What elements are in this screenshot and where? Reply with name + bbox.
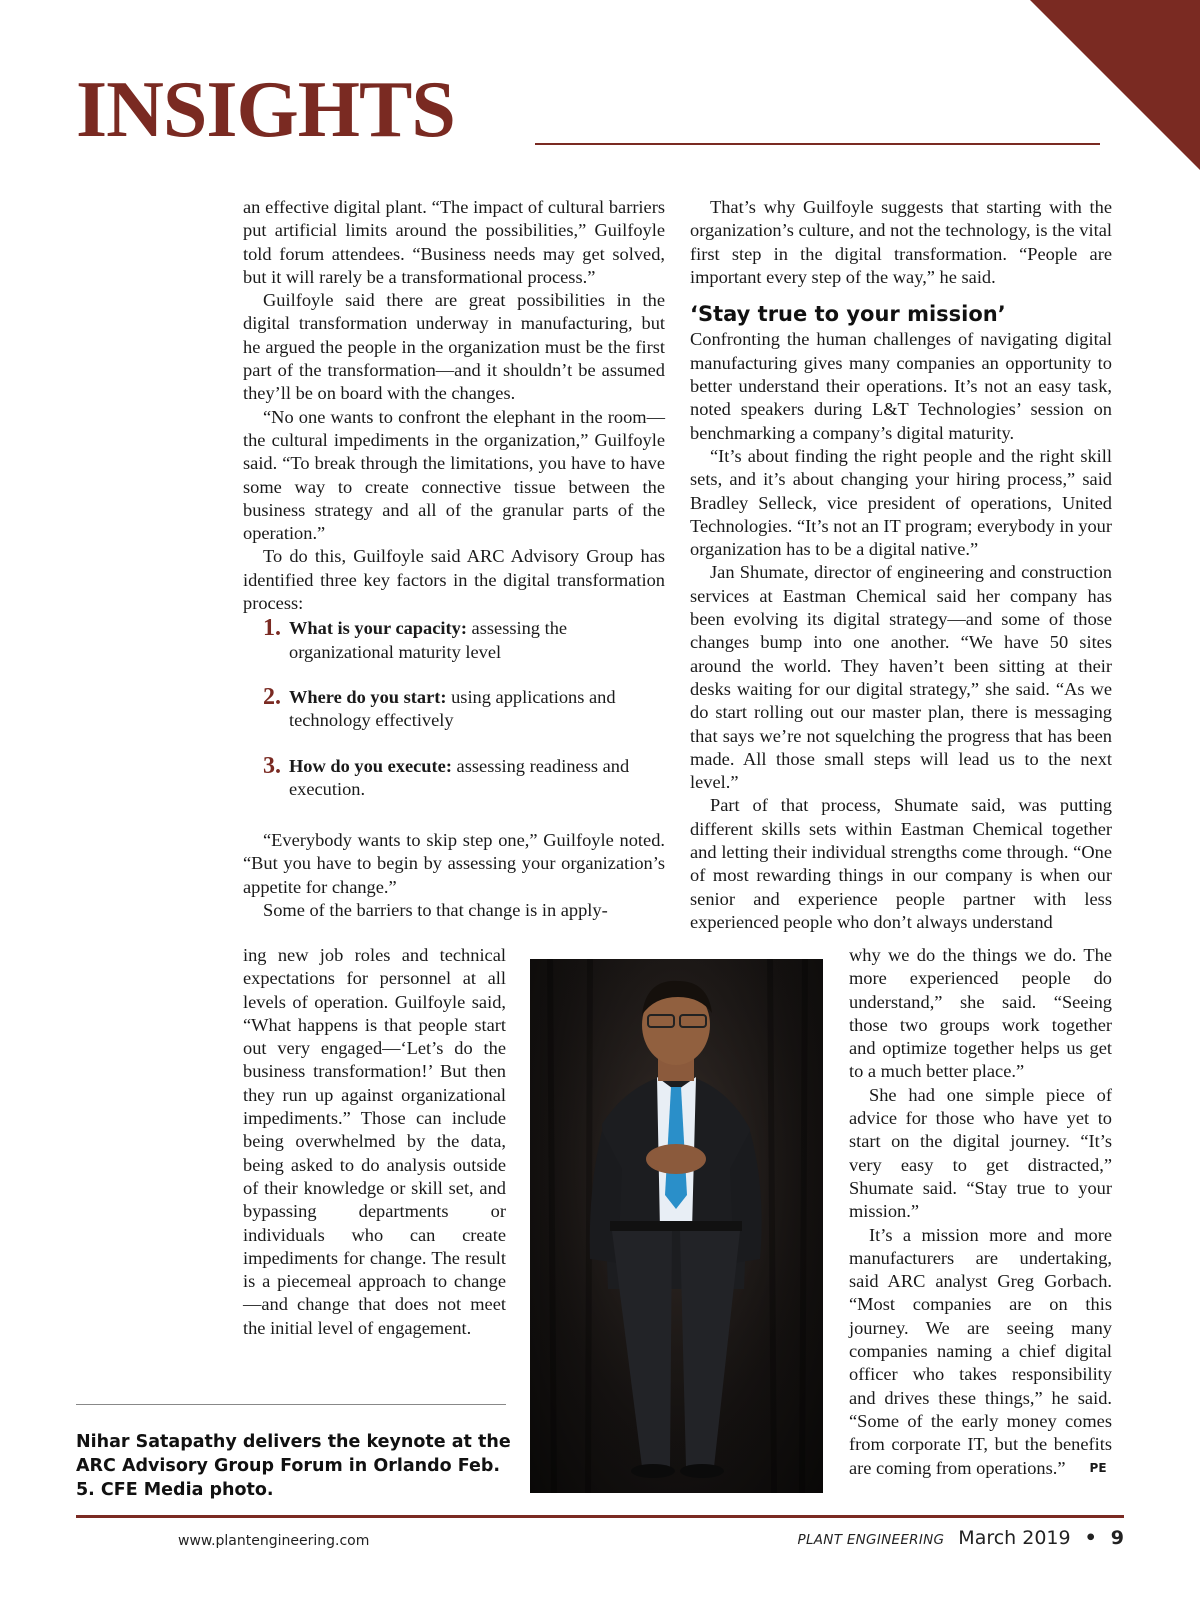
list-number: 2. [263,683,281,710]
paragraph: Some of the barriers to that change is in apply- [263,900,608,921]
bullet-separator: • [1084,1527,1097,1549]
list-item-text: assessing the organizational maturity level [289,618,568,662]
list-item-lead: Where do you start: [289,686,447,707]
section-title: INSIGHTS [76,66,455,154]
paragraph: “Everybody wants to skip step one,” Guilfoyle noted. “But you have to begin by assessing your organization’s appetite for change.” [243,830,665,897]
paragraph: “No one wants to confront the elephant in the room—the cultural impediments in the organization,” Guilfoyle said. “To break through the limitations, you have to have some way to create connective tissue between the business strategy and all of the granular parts of the operation.” [243,406,665,544]
paragraph: why we do the things we do. The more experienced people do understand,” she said. “Seeing those two groups work together and optimize together helps us get to a much better place.” [849,945,1112,1082]
paragraph: ing new job roles and technical expectations for personnel at all levels of operation. Guilfoyle said, “What happens is that people start out very engaged—‘Let’s do the business transformation!’ But then they run up against organizational impediments.” Those can include being overwhelmed by the data, being asked to do analysis outside of their knowledge or skill set, and bypassing departments or individuals who can create impediments for change. The result is a piecemeal approach to change—and change that does not meet the initial level of engagement. [243,945,506,1338]
list-item-lead: What is your capacity: [289,618,467,639]
list-number: 3. [263,752,281,779]
paragraph: She had one simple piece of advice for those who have yet to start on the digital journey. “It’s very easy to get distracted,” Shumate said. “Stay true to your mission.” [849,1084,1112,1222]
footer-publication-info [798,1527,1125,1549]
paragraph: “It’s about finding the right people and the right skill sets, and it’s about changing your hiring process,” said Bradley Selleck, vice president of operations, United Technologies. “It’s not an IT program; everybody in your organization has to be a digital native.” [690,445,1112,560]
photo-caption: Nihar Satapathy delivers the keynote at the ARC Advisory Group Forum in Orlando Feb. 5. CFE Media photo. [76,1432,511,1500]
footer-url[interactable]: www.plantengineering.com [178,1533,370,1549]
paragraph: That’s why Guilfoyle suggests that starting with the organization’s culture, and not the technology, is the vital first step in the digital transformation. “People are important every step of the way,” he said. [690,197,1112,287]
paragraph: Jan Shumate, director of engineering and construction services at Eastman Chemical said her company has been evolving its digital strategy—and some of those changes bump into one another. “We have 50 sites around the world. They haven’t been sitting at their desks waiting for our digital strategy,” she said. “As we do start rolling out our master plan, there is messaging that says we’re not squelching the progress that has been made. All those small steps will lead us to the next level.” [690,562,1112,793]
speaker-illustration [530,959,823,1493]
list-item-lead: How do you execute: [289,755,452,776]
article-column-right-wrap [849,944,1112,1480]
list-item-text: assessing readiness and execution. [289,755,630,799]
article-column-left-wrap [243,944,506,1340]
key-factors-list [243,617,665,801]
article-column-left [243,196,665,922]
list-item [263,752,665,802]
list-item [263,683,665,733]
paragraph-text: It’s a mission more and more manufacturers are undertaking, said ARC analyst Greg Gorbach. “Most companies are on this journey. We are seeing many companies naming a chief digital officer who takes responsibility and drives these things,” he said. “Some of the early money comes from corporate IT, but the benefits are coming from operations.” [849,1224,1112,1478]
end-mark-icon: PE [1089,1460,1107,1475]
paragraph: an effective digital plant. “The impact of cultural barriers put artificial limits around the possibilities,” Guilfoyle told forum attendees. “Business needs may get solved, but it will rarely be a transformational process.” [243,197,665,287]
caption-divider [76,1404,506,1405]
page-number: 9 [1110,1527,1124,1549]
keynote-speaker-photo [530,959,823,1493]
paragraph: Part of that process, Shumate said, was putting different skills sets within Eastman Chemical together and letting their individual strengths come through. “One of most rewarding things in our company is when our senior and experience people partner with less experienced people who don’t always understand [690,795,1112,932]
paragraph: Guilfoyle said there are great possibilities in the digital transformation underway in manufacturing, but he argued the people in the organization must be the first part of the transformation—and it shouldn’t be assumed they’ll be on board with the changes. [243,290,665,404]
publication-name: PLANT ENGINEERING [797,1532,945,1548]
list-number: 1. [263,615,281,642]
footer-rule [76,1515,1124,1518]
paragraph: To do this, Guilfoyle said ARC Advisory Group has identified three key factors in the digital transformation process: [243,546,665,614]
paragraph: Confronting the human challenges of navigating digital manufacturing gives many companies an opportunity to better understand their operations. It’s not an easy task, noted speakers during L&T Technologies’ session on benchmarking a company’s digital maturity. [690,329,1112,443]
title-rule [535,143,1100,145]
list-item-text: using applications and technology effectively [289,686,616,731]
list-item [263,617,665,664]
paragraph [849,1224,1112,1480]
issue-date: March 2019 [958,1527,1071,1549]
article-column-right [690,196,1112,934]
subheading: ‘Stay true to your mission’ [690,302,1006,327]
